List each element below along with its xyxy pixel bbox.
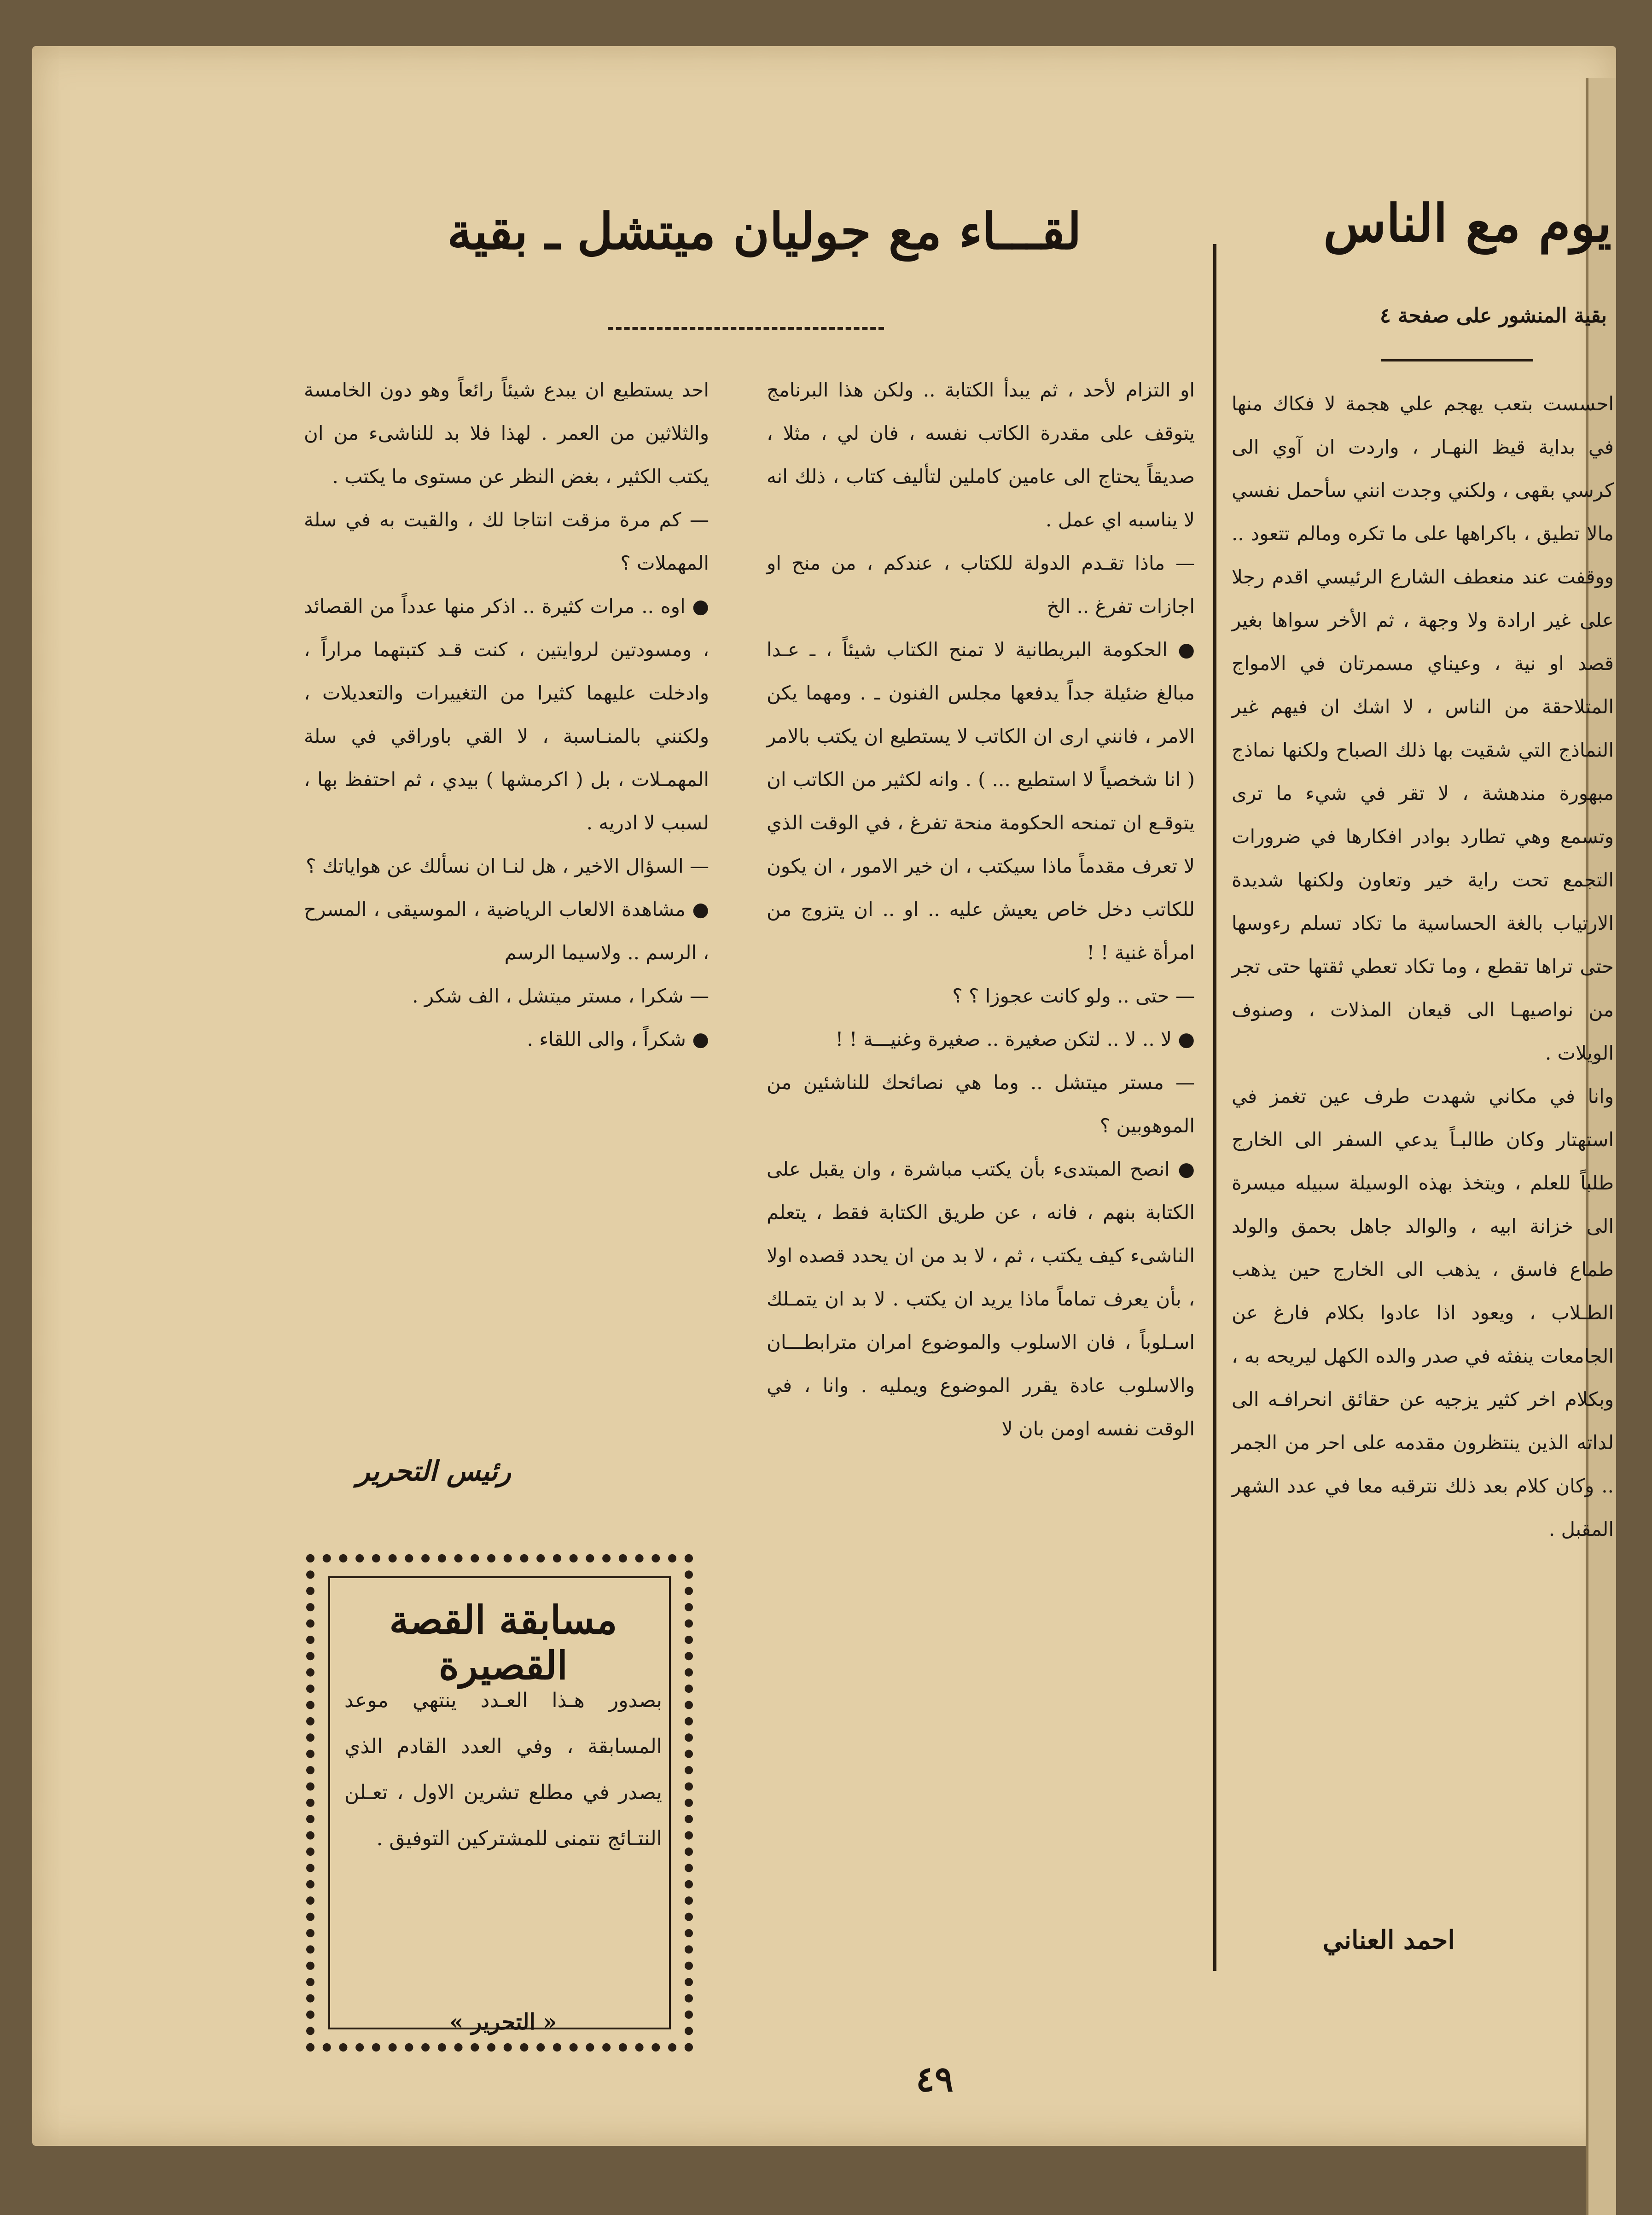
interview-answer: ● شكراً ، والى اللقاء . — [527, 1028, 709, 1050]
column-separator — [1213, 244, 1216, 1971]
contest-body — [344, 1678, 662, 1862]
sidebar-subtitle: بقية المنشور على صفحة ٤ — [1380, 304, 1607, 327]
sidebar-title: يوم مع الناس — [1323, 193, 1611, 254]
page-number: ٤٩ — [916, 2058, 954, 2099]
interview-question: — ماذا تقـدم الدولة للكتاب ، عندكم ، من منح او اجازات تفرغ .. الخ — [767, 552, 1195, 618]
article-paragraph: احد يستطيع ان يبدع شيئاً رائعاً وهو دون الخامسة والثلاثين من العمر . لهذا فلا بد للناشىء من ان يكتب الكثير ، بغض النظر عن مستوى ما يكتب . — [304, 379, 709, 488]
editor-signature: رئيس التحرير — [356, 1455, 511, 1487]
article-column-middle — [767, 368, 1195, 1451]
sidebar-author: احمد العناني — [1322, 1925, 1455, 1955]
interview-answer: ● انصح المبتدىء بأن يكتب مباشرة ، وان يقبل على الكتابة بنهم ، فانه ، عن طريق الكتابة فقط ، يتعلم الناشىء كيف يكتب ، ثم ، لا بد من ان يحدد قصده اولا ، بأن يعرف تماماً ماذا يريد ان يكتب . لا بد ان يتمـلك اسـلوباً ، فان الاسلوب والموضوع امران مترابطـــان والاسلوب عادة يقرر الموضوع ويمليه . وانا ، في الوقت نفسه اومن بان لا — [767, 1158, 1195, 1440]
interview-question: — السؤال الاخير ، هل لنـا ان نسألك عن هواياتك ؟ — [306, 855, 709, 877]
article-paragraph: او التزام لأحد ، ثم يبدأ الكتابة .. ولكن هذا البرنامج يتوقف على مقدرة الكاتب نفسه ، فان لي ، مثلا ، صديقاً يحتاج الى عامين كاملين لتأليف كتاب ، ذلك انه لا يناسبه اي عمل . — [767, 379, 1195, 531]
sidebar-paragraph-1: احسست بتعب يهجم علي هجمة لا فكاك منها في بداية قيظ النهـار ، واردت ان آوي الى كرسي بقهى ، ولكني وجدت انني سأحمل نفسي مالا تطيق ، باكراهها على ما تكره ومالم تتعود .. ووقفت عند منعطف الشارع الرئيسي اقدم رجلا على غير ارادة ولا وجهة ، ثم الأخر سواها بغير قصد او نية ، وعيناي مسمرتان في الامواج المتلاحقة من الناس ، لا اشك ان فيهم غير النماذج التي شقيت بها ذلك الصباح ولكنها نماذج مبهورة مندهشة ، لا تقر في شيء ما ترى وتسمع وهي تطارد بوادر افكارها في ضرورات التجمع تحت راية خير وتعاون ولكنها شديدة الارتياب بالغة الحساسية ما تكاد تسلم رءوسها حتى تراها تقطع ، وما تكاد تعطي ثقتها حتى تجر من نواصيهـا الى قيعان المذلات ، وصنوف الويلات . — [1232, 392, 1614, 1064]
interview-question: — كم مرة مزقت انتاجا لك ، والقيت به في سلة المهملات ؟ — [304, 508, 709, 574]
interview-answer: ● اوه .. مرات كثيرة .. اذكر منها عدداً من القصائد ، ومسودتين لروايتين ، كنت قـد كتبتهما مراراً ، وادخلت عليهما كثيرا من التغييرات والتعديلات ، ولكنني بالمنـاسبة ، لا القي باوراقي في سلة المهمـلات ، بل ( اكرمشها ) بيدي ، ثم احتفظ بها ، لسبب لا ادريه . — [304, 595, 709, 834]
interview-question: — شكرا ، مستر ميتشل ، الف شكر . — [412, 985, 709, 1007]
article-column-left — [304, 368, 709, 1061]
interview-answer: ● الحكومة البريطانية لا تمنح الكتاب شيئاً ، ـ عـدا مبالغ ضئيلة جداً يدفعها مجلس الفنون ـ . ومهما يكن الامر ، فانني ارى ان الكاتب لا يستطيع ان يكتب بالامر ( انا شخصياً لا استطيع ... ) . وانه لكثير من الكاتب ان يتوقـع ان تمنحه الحكومة منحة تفرغ ، في الوقت الذي لا تعرف مقدماً ماذا سيكتب ، ان خير الامور ، ان يكون للكاتب دخل خاص يعيش عليه .. او .. ان يتزوج من امرأة غنية ! ! — [767, 638, 1195, 964]
article-title: لقـــاء مع جوليان ميتشل ـ بقية — [447, 203, 1082, 261]
interview-answer: ● لا .. لا .. لتكن صغيرة .. صغيرة وغنيـــة ! ! — [835, 1028, 1195, 1050]
contest-title: مسابقة القصة القصيرة — [389, 1597, 617, 1688]
sidebar-column — [1232, 382, 1614, 1551]
interview-question: — حتى .. ولو كانت عجوزا ؟ ؟ — [952, 985, 1195, 1007]
interview-answer: ● مشاهدة الالعاب الرياضية ، الموسيقى ، المسرح ، الرسم .. ولاسيما الرسم — [304, 898, 709, 964]
contest-text: بصدور هـذا العـدد ينتهي موعد المسابقة ، وفي العدد القادم الذي يصدر في مطلع تشرين الاول ، تعـلن النتـائج نتمنى للمشتركين التوفيق . — [344, 1689, 662, 1850]
magazine-page — [32, 46, 1616, 2146]
title-dashed-rule — [608, 327, 884, 330]
sidebar-paragraph-2: وانا في مكاني شهدت طرف عين تغمز في استهتار وكان طالبـاً يدعي السفر الى الخارج طلباً للعلم ، ويتخذ بهذه الوسيلة سبيله ميسرة الى خزانة ابيه ، والوالد جاهل بحمق والولد طماع فاسق ، يذهب الى الخارج حين يذهب الطـلاب ، ويعود اذا عادوا بكلام فارغ عن الجامعات ينفثه في صدر والده الكهل ليريحه به ، وبكلام اخر كثير يزجيه عن حقائق انحرافـه الى لداته الذين ينتظرون مقدمه على احر من الجمر .. وكان كلام بعد ذلك نترقبه معا في عدد الشهر المقبل . — [1232, 1085, 1614, 1540]
interview-question: — مستر ميتشل .. وما هي نصائحك للناشئين من الموهوبين ؟ — [767, 1071, 1195, 1137]
contest-notice-box — [306, 1554, 693, 2052]
contest-signature: « التحرير » — [449, 2009, 557, 2035]
sidebar-divider — [1381, 359, 1533, 361]
